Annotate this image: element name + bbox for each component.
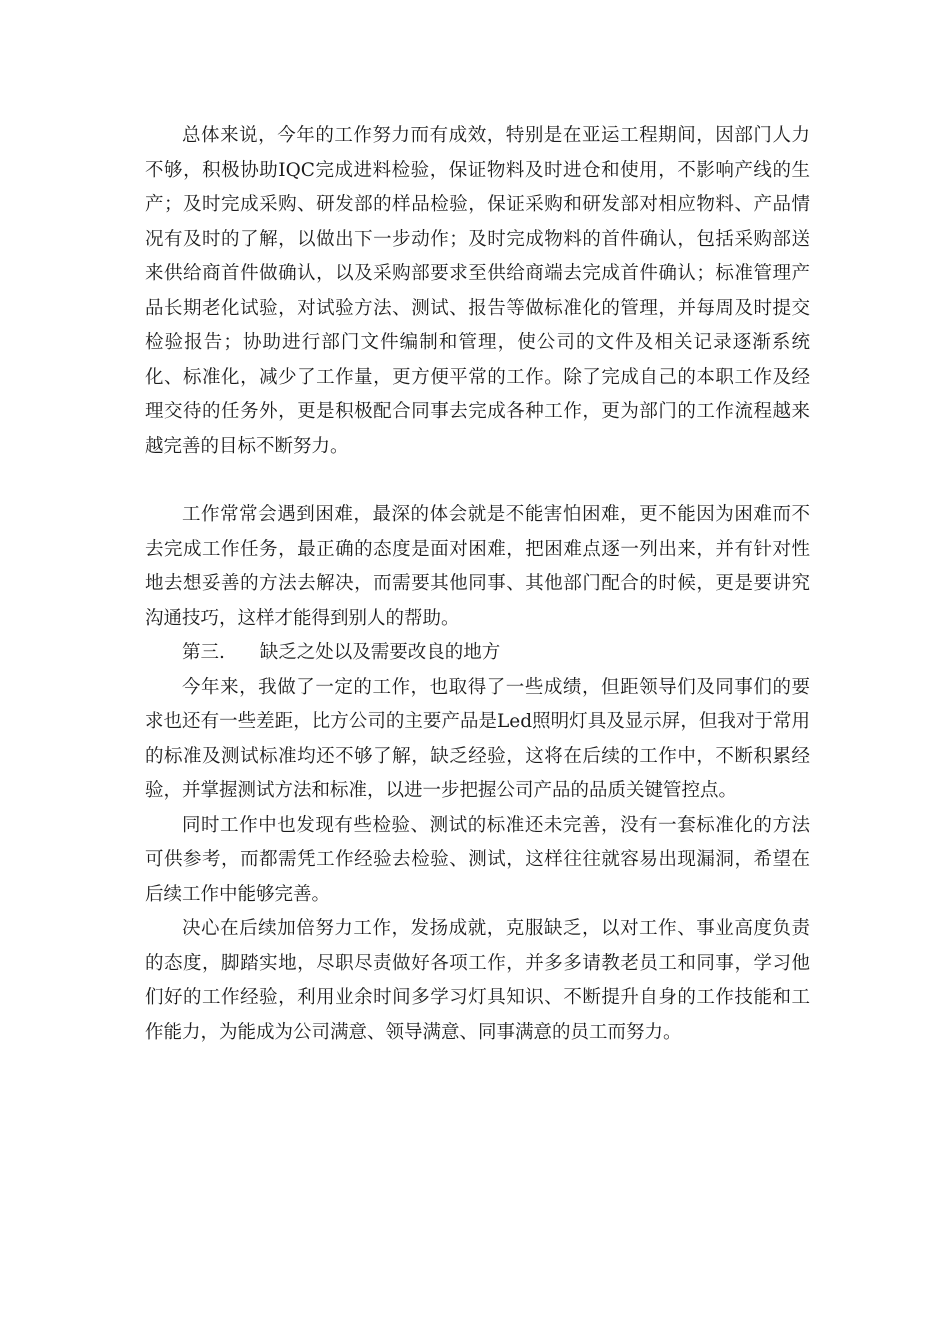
- paragraph-gap: [145, 464, 810, 498]
- paragraph-shortcomings: 今年来，我做了一定的工作，也取得了一些成绩，但距领导们及同事们的要求也还有一些差距，比方公司的主要产品是Led照明灯具及显示屏，但我对于常用的标准及测试标准均还不够了解，缺乏经验，这将在后续的工作中，不断积累经验，并掌握测试方法和标准，以进一步把握公司产品的品质关键管控点。: [145, 676, 810, 801]
- document-page: [145, 119, 810, 1050]
- paragraph-difficulties: 工作常常会遇到困难，最深的体会就是不能害怕困难，更不能因为困难而不去完成工作任务，最正确的态度是面对困难，把困难点逐一列出来，并有针对性地去想妥善的方法去解决，而需要其他同事、其他部门配合的时候，更是要讲究沟通技巧，这样才能得到别人的帮助。: [145, 504, 810, 629]
- paragraph-standards: 同时工作中也发现有些检验、测试的标准还未完善，没有一套标准化的方法可供参考，而都需凭工作经验去检验、测试，这样往往就容易出现漏洞，希望在后续工作中能够完善。: [145, 814, 810, 905]
- paragraph-resolution: 决心在后续加倍努力工作，发扬成就，克服缺乏，以对工作、事业高度负责的态度，脚踏实地，尽职尽责做好各项工作，并多多请教老员工和同事，学习他们好的工作经验，利用业余时间多学习灯具知识、不断提升自身的工作技能和工作能力，为能成为公司满意、领导满意、同事满意的员工而努力。: [145, 918, 810, 1043]
- section-title: 缺乏之处以及需要改良的地方: [259, 642, 501, 663]
- paragraph-summary: 总体来说，今年的工作努力而有成效，特别是在亚运工程期间，因部门人力不够，积极协助IQC完成进料检验，保证物料及时进仓和使用，不影响产线的生产；及时完成采购、研发部的样品检验，保证采购和研发部对相应物料、产品情况有及时的了解，以做出下一步动作；及时完成物料的首件确认，包括采购部送来供给商首件做确认，以及采购部要求至供给商端去完成首件确认；标准管理产品长期老化试验，对试验方法、测试、报告等做标准化的管理，并每周及时提交检验报告；协助进行部门文件编制和管理，使公司的文件及相关记录逐渐系统化、标准化，减少了工作量，更方便平常的工作。除了完成自己的本职工作及经理交待的任务外，更是积极配合同事去完成各种工作，更为部门的工作流程越来越完善的目标不断努力。: [145, 125, 810, 457]
- section-number: 第三.: [182, 642, 225, 663]
- section-heading: [145, 636, 810, 671]
